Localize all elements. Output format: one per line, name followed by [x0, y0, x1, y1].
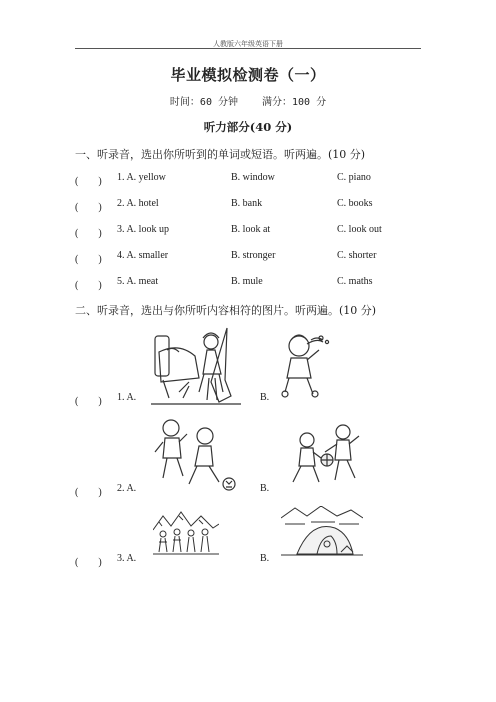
option-b: B. bank: [231, 198, 263, 209]
option-a: 5. A. meat: [117, 276, 159, 287]
answer-blank[interactable]: ( ): [75, 254, 102, 265]
part1-item: [75, 276, 421, 292]
header-divider: [75, 48, 421, 49]
time-limit: 时间：60 分钟: [169, 97, 238, 108]
option-a: 2. A.: [117, 483, 137, 494]
option-a: 3. A. look up: [117, 224, 169, 235]
people-hiking-mountains-image[interactable]: [153, 508, 219, 558]
part1-item: [75, 198, 421, 214]
boy-sneezing-with-cold-image[interactable]: [277, 328, 337, 400]
answer-blank[interactable]: ( ): [75, 176, 102, 187]
option-c: C. maths: [337, 276, 373, 287]
exam-meta: [0, 93, 496, 108]
option-c: C. shorter: [337, 250, 377, 261]
option-a: 1. A.: [117, 392, 137, 403]
option-b: B. window: [231, 172, 275, 183]
option-c: C. look out: [337, 224, 382, 235]
answer-blank[interactable]: ( ): [75, 228, 102, 239]
part2-item: [75, 322, 421, 407]
option-c: C. books: [337, 198, 373, 209]
option-c: C. piano: [337, 172, 371, 183]
option-b: B.: [260, 483, 270, 494]
option-a: 2. A. hotel: [117, 198, 159, 209]
answer-blank[interactable]: ( ): [75, 557, 102, 568]
option-b: B.: [260, 553, 270, 564]
part1-item: [75, 224, 421, 240]
option-b: B. stronger: [231, 250, 276, 261]
full-score: 满分：100 分: [261, 97, 327, 108]
answer-blank[interactable]: ( ): [75, 202, 102, 213]
option-a: 1. A. yellow: [117, 172, 166, 183]
answer-blank[interactable]: ( ): [75, 280, 102, 291]
answer-blank[interactable]: ( ): [75, 487, 102, 498]
part1-instruction: 一、听录音，选出你所听到的单词或短语。听两遍。(10 分): [75, 148, 366, 161]
tent-camping-image[interactable]: [281, 506, 363, 558]
section-title: 听力部分(40 分): [203, 120, 293, 134]
page-header: 人教版六年级英语下册: [213, 40, 283, 48]
boys-playing-basketball-image[interactable]: [285, 422, 367, 488]
exam-title: 毕业模拟检测卷（一）: [170, 66, 326, 84]
option-a: 4. A. smaller: [117, 250, 169, 261]
option-b: B.: [260, 392, 270, 403]
girl-sweeping-floor-image[interactable]: [149, 322, 245, 406]
answer-blank[interactable]: ( ): [75, 396, 102, 407]
part1-item: [75, 250, 421, 266]
option-b: B. mule: [231, 276, 263, 287]
part2-item: [75, 414, 421, 498]
option-a: 3. A.: [117, 553, 137, 564]
part2-item: [75, 506, 421, 568]
option-b: B. look at: [231, 224, 271, 235]
part2-instruction: 二、听录音，选出与你所听内容相符的图片。听两遍。(10 分): [75, 304, 377, 317]
part1-item: [75, 172, 421, 188]
boys-playing-football-image[interactable]: [153, 414, 243, 492]
